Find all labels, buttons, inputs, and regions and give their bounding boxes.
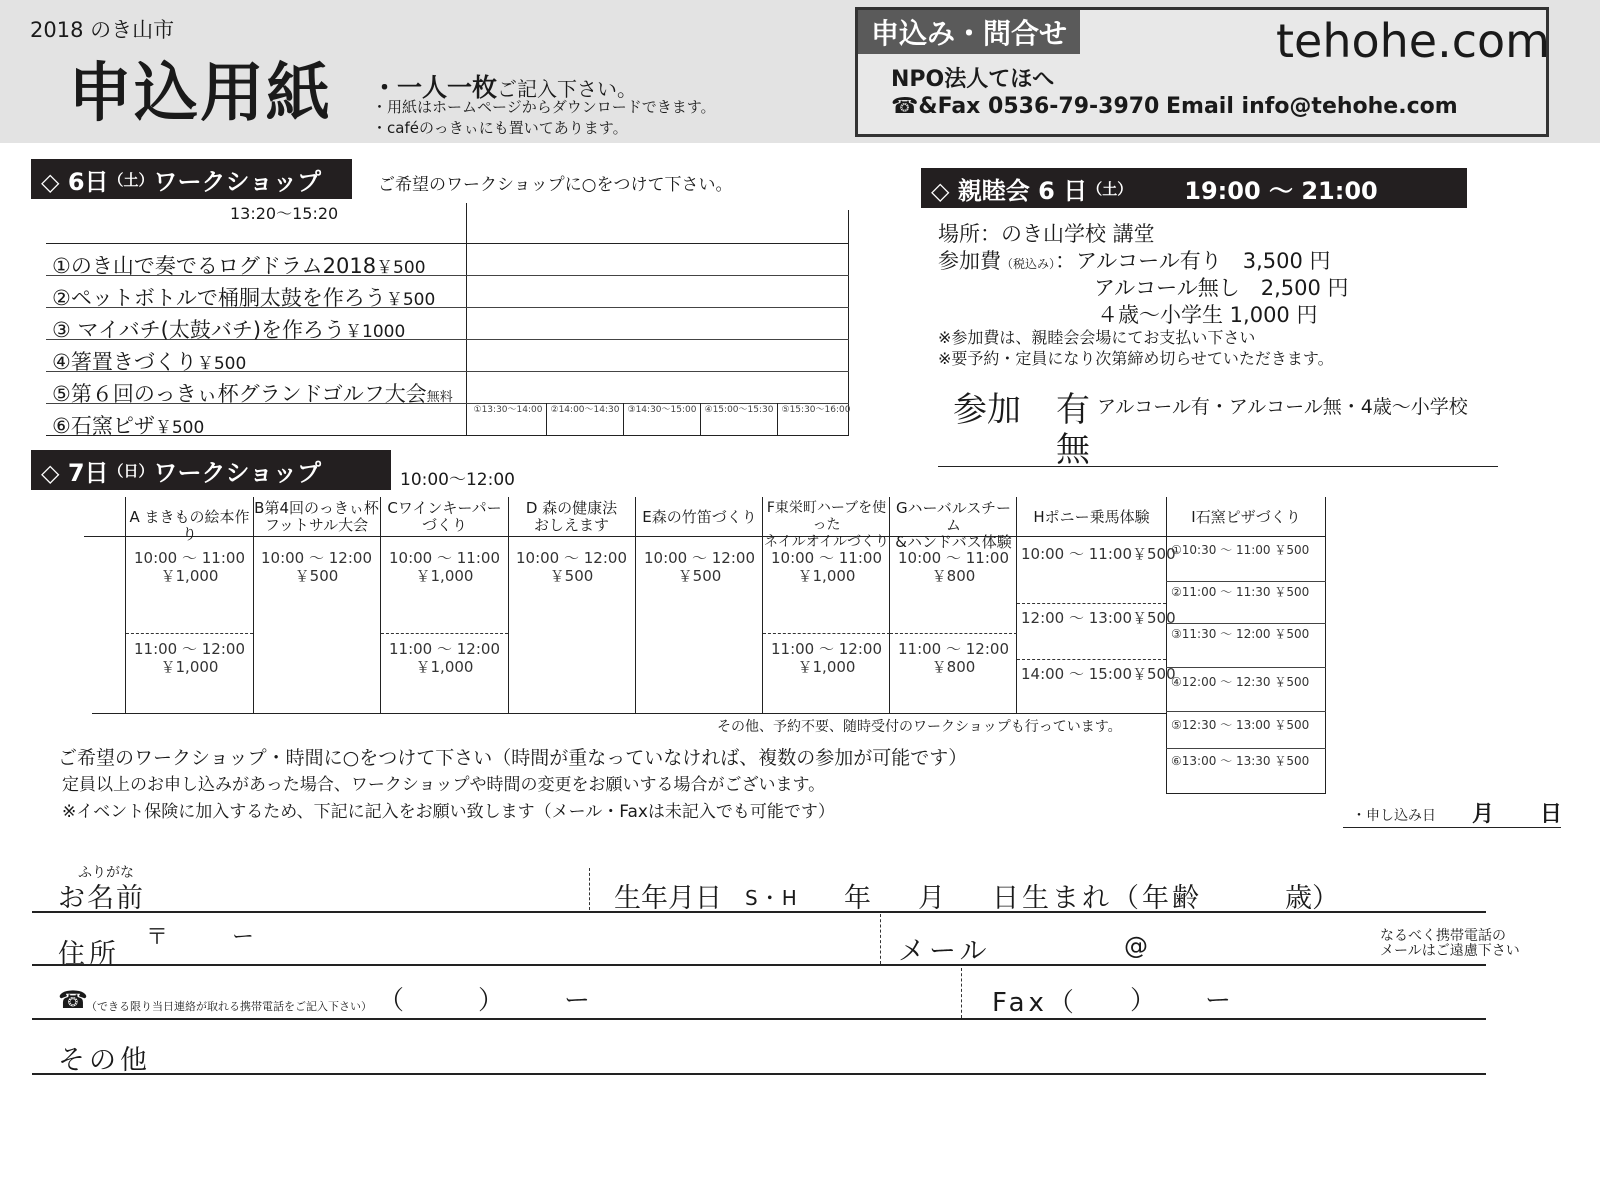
col-e-head: E森の竹笛づくり [642,508,757,526]
apply-date-label: ・申し込み日 [1352,808,1436,824]
day7-time: 10:00～12:00 [400,470,515,490]
day7-heading-label: ワークショップ [153,458,322,487]
col-g-slot-1[interactable] [890,549,1017,585]
address-label[interactable]: 住所 [58,939,120,970]
attend-yes[interactable]: 有 [1056,390,1090,430]
birth-year: 年 [844,883,871,914]
apply-date-line [1343,827,1561,828]
col-g-head [890,500,1017,551]
slot-separator [381,633,508,634]
note-rest: ご記入下さい。 [497,77,638,101]
slot-time: 11:00 ～ 12:00 [134,640,245,658]
item-name: ②ペットボトルで桶胴太鼓を作ろう [52,286,386,310]
pizza7-slot-5[interactable]: ⑤12:30 ～ 13:00 ￥500 [1171,718,1310,732]
pony-slot-1[interactable]: 10:00 ～ 11:00￥500 [1021,545,1176,563]
page-title: 申込用紙 [68,57,332,131]
item-price: ￥500 [154,418,205,438]
download-note: ・用紙はホームページからダウンロードできます。 [372,98,716,116]
col-d-head [508,500,635,534]
note-capacity: 定員以上のお申し込みがあった場合、ワークショップや時間の変更をお願いする場合がございます。 [62,775,826,795]
slot-separator [1166,711,1326,712]
head-line: フットサル大会 [264,516,369,534]
day6-item-6[interactable] [52,410,204,440]
day6-item-2[interactable] [52,282,435,312]
day6-item-5[interactable] [52,378,453,408]
day7-bottom-line [92,713,1167,714]
tel-fax: ☎&Fax 0536-79-3970 [891,94,1160,119]
head-line: Cワインキーパー [387,499,502,517]
phone-note: （できる限り当日連絡が取れる携帯電話をご記入下さい） [86,1000,372,1013]
day6-heading [31,159,352,199]
item-price: ￥500 [385,290,436,310]
website-link[interactable]: tehohe.com [1276,14,1550,68]
col-c-slot-1[interactable] [381,549,508,585]
apply-day[interactable]: 日 [1540,802,1563,827]
slot-price: ￥800 [931,658,976,676]
col-b-head [253,500,380,534]
slot-separator [1017,603,1166,604]
slot-separator [1166,667,1326,668]
day7-heading-text: ◇ 7日 [41,458,109,487]
era-options[interactable]: S・H [745,886,799,910]
birth-day-age: 日生まれ（年齢 [992,883,1202,914]
day6-heading-weekday: （土） [108,170,154,189]
contact-tag: 申込み・問合せ [858,10,1080,54]
col-e-slot-1[interactable] [636,549,763,585]
name-label[interactable]: お名前 [58,883,145,914]
slot-price: ￥1,000 [160,567,219,585]
slot-separator [890,633,1017,634]
pizza7-slot-1[interactable]: ①10:30 ～ 11:00 ￥500 [1171,543,1310,557]
form-line [32,1018,1486,1020]
birth-month: 月 [918,883,945,914]
fee-label-sub: （税込み） [1001,257,1056,271]
form-divider [589,868,590,910]
day6-heading-text: ◇ 6日 [41,167,109,196]
slot-time: 10:00 ～ 12:00 [261,549,372,567]
head-line: づくり [421,516,467,534]
col-f-head [763,500,890,551]
slot-separator [1166,581,1326,582]
age-unit: 歳） [1285,883,1339,914]
item-name: ⑥石窯ピザ [52,414,155,438]
item-price: ￥500 [196,354,247,374]
head-line: D 森の健康法 [525,499,618,517]
year-city: 2018 のき山市 [30,18,175,42]
col-a-slot-1[interactable] [126,549,253,585]
head-line: &ハンドバス体験 [895,533,1012,551]
phone-paren-open[interactable]: （ [378,986,405,1016]
item-price: 無料 [426,390,453,405]
slot-separator [126,633,253,634]
col-a-head: A まきもの絵本作り [129,508,250,543]
item-name: ④箸置きづくり [52,350,197,374]
day6-time: 13:20～15:20 [230,204,339,223]
fax-label[interactable]: Fax（ [992,988,1078,1018]
pizza7-slot-3[interactable]: ③11:30 ～ 12:00 ￥500 [1171,627,1310,641]
phone-paren-close: ） [478,986,505,1016]
item-price: ￥500 [376,258,426,278]
attend-label: 参加 [953,390,1021,430]
note-insurance: ※イベント保険に加入するため、下記に記入をお願い致します（メール・Faxは未記入でも可能です） [62,802,835,822]
slot-separator [763,633,890,634]
slot-price: ￥500 [294,567,339,585]
slot-time: 10:00 ～ 11:00 [898,549,1009,567]
email-address[interactable]: Email info@tehohe.com [1166,94,1458,119]
col-f-slot-2[interactable] [763,640,890,676]
day6-item-4[interactable] [52,346,246,376]
other-label[interactable]: その他 [58,1045,151,1076]
slot-time: 10:00 ～ 11:00 [771,549,882,567]
slot-separator [1166,748,1326,749]
slot-price: ￥1,000 [415,567,474,585]
party-heading-weekday: （土） [1087,179,1133,198]
slot-price: ￥500 [549,567,594,585]
form-divider [880,914,881,964]
item-name: ①のき山で奏でるログドラム2018 [52,254,377,278]
fee-label: 参加費 [938,249,1001,273]
slot-price: ￥1,000 [797,658,856,676]
furigana-label: ふりがな [78,865,134,881]
day7-heading [31,450,391,490]
fee-child: ４歳～小学生 1,000 円 [1097,303,1318,327]
slot-time: 10:00 ～ 11:00 [389,549,500,567]
day6-item-3[interactable] [52,314,405,344]
mail-note [1380,929,1520,959]
mail-note-line: メールはご遠慮下さい [1380,943,1520,959]
fee-no-alcohol: アルコール無し 2,500 円 [1094,276,1349,300]
day6-heading-label: ワークショップ [153,167,322,196]
day6-item-1[interactable] [52,250,426,280]
mail-label[interactable]: メール [898,936,991,967]
col-b-slot-1[interactable] [253,549,380,585]
pizza-slot-1[interactable]: ①13:30～14:00 [473,405,543,415]
col-d-slot-1[interactable] [508,549,635,585]
pizza-bottom-line [1166,793,1326,794]
col-c-slot-2[interactable] [381,640,508,676]
postal-mark: 〒 [146,925,169,950]
form-line [32,1073,1486,1075]
pizza7-slot-6[interactable]: ⑥13:00 ～ 13:30 ￥500 [1171,754,1310,768]
head-line: F東栄町ハーブを使った [766,500,887,533]
party-note-reservation: ※要予約・定員になり次第締め切らせていただきます。 [938,349,1334,368]
pizza-slot-4[interactable]: ④15:00～15:30 [704,405,774,415]
at-mark: @ [1124,932,1148,960]
head-line: ネイルオイルづくり [763,534,890,550]
day7-col-divider [635,497,636,713]
birth-label[interactable]: 生年月日 [614,883,722,914]
day7-heading-weekday: （日） [108,461,154,480]
party-fee-row [938,245,1331,275]
fax-dash: ー [1205,986,1232,1016]
day7-header-line [84,536,1325,537]
slot-time: 11:00 ～ 12:00 [771,640,882,658]
fax-paren-close: ） [1130,986,1157,1016]
pizza-slot-2[interactable]: ②14:00～14:30 [550,405,620,415]
party-underline [938,466,1498,467]
col-f-slot-1[interactable] [763,549,890,585]
form-line [32,964,1486,966]
slot-time: 10:00 ～ 11:00 [134,549,245,567]
pizza-slot-3[interactable]: ③14:30～15:00 [627,405,697,415]
slot-price: ￥500 [677,567,722,585]
pizza7-slot-4[interactable]: ④12:00 ～ 12:30 ￥500 [1171,675,1310,689]
item-name: ③ マイバチ(太鼓バチ)を作ろう [52,318,346,342]
party-heading [921,168,1467,208]
day6-instruction: ご希望のワークショップに○をつけて下さい。 [378,175,733,195]
party-note-payment: ※参加費は、親睦会会場にてお支払い下さい [938,328,1256,347]
attend-no[interactable]: 無 [1056,430,1090,470]
day6-divider [466,203,467,436]
col-i-head: I石窯ピザづくり [1191,508,1301,526]
pony-slot-2[interactable]: 12:00 ～ 13:00￥500 [1021,609,1176,627]
form-line [32,911,1486,913]
party-options[interactable]: アルコール有・アルコール無・4歳～小学校 [1097,396,1468,418]
slot-price: ￥1,000 [797,567,856,585]
head-line: B第4回のっきぃ杯 [254,499,379,517]
slot-separator [1166,623,1326,624]
note-selection: ご希望のワークショップ・時間に○をつけて下さい（時間が重なっていなければ、複数の参加が可能です） [58,747,968,769]
slot-price: ￥800 [931,567,976,585]
cafe-note: ・caféのっきぃにも置いてあります。 [372,119,628,137]
party-place: 場所：のき山学校 講堂 [938,222,1155,246]
item-price: ￥1000 [345,322,406,342]
apply-month[interactable]: 月 [1472,802,1495,827]
party-heading-text: ◇ 親睦会 6 日 [931,176,1088,205]
item-name: ⑤第６回のっきぃ杯グランドゴルフ大会 [52,382,427,406]
slot-time: 10:00 ～ 12:00 [644,549,755,567]
day6-row-line [46,243,849,244]
other-workshops-note: その他、予約不要、随時受付のワークショップも行っています。 [717,719,1122,735]
party-time: 19:00 ～ 21:00 [1184,176,1378,205]
col-c-head [381,500,508,534]
slot-time: 11:00 ～ 12:00 [898,640,1009,658]
head-line: おしえます [533,516,609,534]
col-h-head: Hポニー乗馬体験 [1033,508,1150,526]
slot-price: ￥1,000 [415,658,474,676]
slot-price: ￥1,000 [160,658,219,676]
form-divider [961,968,962,1018]
slot-separator [1017,659,1166,660]
pizza7-slot-2[interactable]: ②11:00 ～ 11:30 ￥500 [1171,585,1310,599]
phone-icon: ☎ [58,986,88,1014]
slot-time: 11:00 ～ 12:00 [389,640,500,658]
slot-time: 10:00 ～ 12:00 [516,549,627,567]
fee-alcohol: ：アルコール有り 3,500 円 [1055,249,1331,273]
postal-dash: ー [232,925,255,950]
col-g-slot-2[interactable] [890,640,1017,676]
mail-note-line: なるべく携帯電話の [1380,928,1506,944]
head-line: Gハーバルスチーム [895,499,1012,534]
pony-slot-3[interactable]: 14:00 ～ 15:00￥500 [1021,665,1176,683]
note-emphasis: ・一人一枚 [372,73,498,102]
pizza-slot-5[interactable]: ⑤15:30～16:00 [781,405,851,415]
phone-dash: ー [564,986,591,1016]
col-a-slot-2[interactable] [126,640,253,676]
organization-name: NPO法人てほへ [891,67,1055,92]
